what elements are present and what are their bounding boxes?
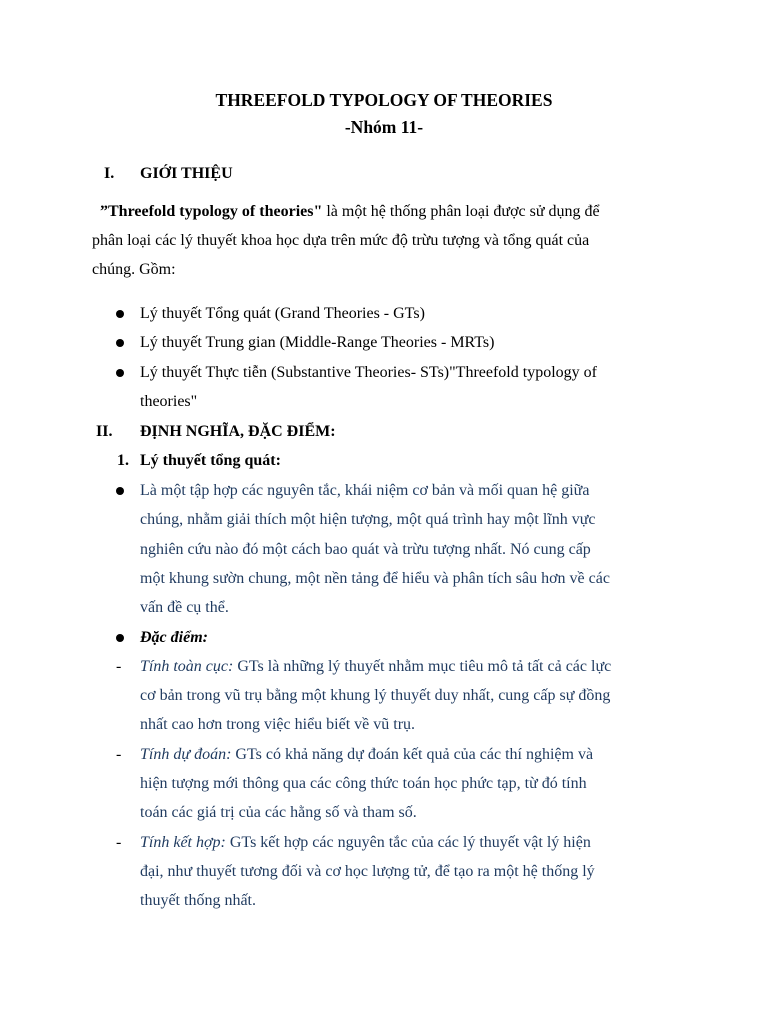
feature-global-line-3: nhất cao hơn trong việc hiểu biết về vũ trụ. [140, 716, 416, 733]
intro-line-3: chúng. Gồm: [92, 261, 176, 278]
feature-global-line-2: cơ bản trong vũ trụ bằng một khung lý thuyết duy nhất, cung cấp sự đồng [140, 687, 611, 704]
subsection-number: 1. [117, 452, 129, 469]
feature-combined-line-2: đại, như thuyết tương đối và cơ học lượng tử, để tạo ra một hệ thống lý [140, 863, 595, 880]
feature-term: Tính kết hợp: [140, 834, 226, 851]
definition-line: nghiên cứu nào đó một cách bao quát và trừu tượng nhất. Nó cung cấp [140, 541, 591, 558]
section2-heading: ĐỊNH NGHĨA, ĐẶC ĐIỂM: [140, 423, 336, 440]
section1-heading: GIỚI THIỆU [140, 165, 233, 182]
definition-line: một khung sườn chung, một nền tảng để hiểu và phân tích sâu hơn về các [140, 570, 610, 587]
feature-predictive-line-2: hiện tượng mới thông qua các công thức toán học phức tạp, từ đó tính [140, 775, 587, 792]
bullet-grand-theories: Lý thuyết Tổng quát (Grand Theories - GTs) [140, 305, 425, 322]
document-subtitle: -Nhóm 11- [344, 117, 424, 137]
bullet-substantive-theories-cont: theories" [140, 393, 198, 410]
definition-line: vấn đề cụ thể. [140, 599, 229, 616]
section2-numeral: II. [96, 423, 113, 440]
feature-combined-line-3: thuyết thống nhất. [140, 892, 256, 909]
bullet-dot [116, 369, 124, 377]
document-title: THREEFOLD TYPOLOGY OF THEORIES [215, 90, 553, 110]
bullet-dot [116, 339, 124, 347]
bullet-dot [116, 310, 124, 318]
dash-marker: - [116, 834, 122, 851]
feature-term: Tính dự đoán: [140, 746, 232, 763]
subsection-heading: Lý thuyết tổng quát: [140, 452, 281, 469]
feature-combined-line-1: Tính kết hợp: GTs kết hợp các nguyên tắc của các lý thuyết vật lý hiện [140, 834, 591, 851]
feature-predictive-line-1: Tính dự đoán: GTs có khả năng dự đoán kết quả của các thí nghiệm và [140, 746, 594, 763]
features-label: Đặc điểm: [140, 629, 208, 646]
bullet-middle-range-theories: Lý thuyết Trung gian (Middle-Range Theories - MRTs) [140, 334, 495, 351]
definition-line: Là một tập hợp các nguyên tắc, khái niệm cơ bản và mối quan hệ giữa [140, 482, 590, 499]
intro-line-1-rest: là một hệ thống phân loại được sử dụng để [322, 203, 600, 220]
intro-line-2: phân loại các lý thuyết khoa học dựa trên mức độ trừu tượng và tổng quát của [92, 232, 590, 249]
section1-numeral: I. [104, 165, 115, 182]
bullet-substantive-theories: Lý thuyết Thực tiễn (Substantive Theories- STs)"Threefold typology of [140, 364, 597, 381]
dash-marker: - [116, 746, 122, 763]
intro-term: ”Threefold typology of theories" [100, 203, 323, 220]
feature-predictive-line-3: toán các giá trị của các hằng số và tham số. [140, 804, 417, 821]
feature-term: Tính toàn cục: [140, 658, 234, 675]
definition-line: chúng, nhằm giải thích một hiện tượng, một quá trình hay một lĩnh vực [140, 511, 596, 528]
bullet-dot [116, 487, 124, 495]
feature-global-line-1: Tính toàn cục: GTs là những lý thuyết nhằm mục tiêu mô tả tất cả các lực [140, 658, 612, 675]
dash-marker: - [116, 658, 122, 675]
intro-line-1 [100, 202, 600, 222]
bullet-dot [116, 634, 124, 642]
